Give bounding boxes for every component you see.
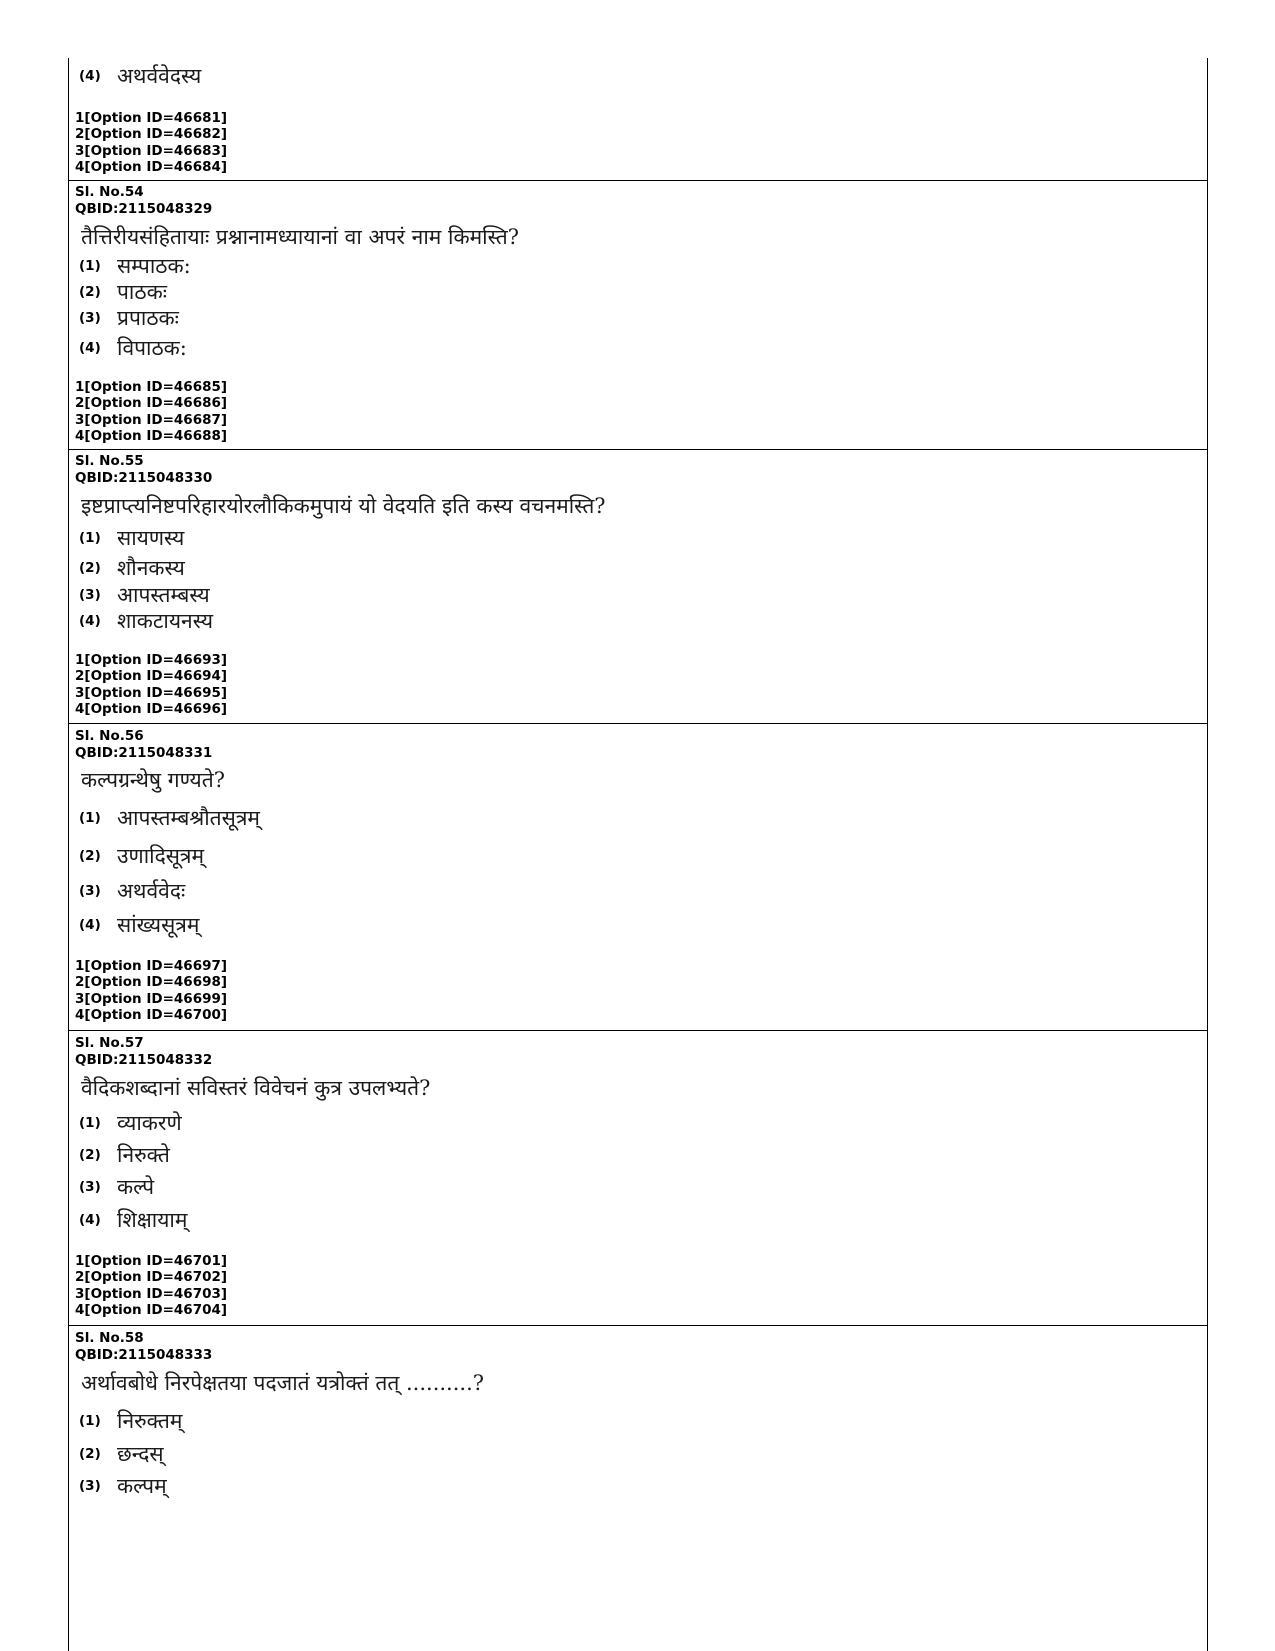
question-block-53-tail bbox=[69, 58, 1207, 181]
qbid: QBID:2115048330 bbox=[75, 470, 213, 486]
question-block-55 bbox=[69, 450, 1207, 724]
option-text: शाकटायनस्य bbox=[117, 609, 214, 633]
option-id: 3[Option ID=46699] bbox=[75, 990, 228, 1007]
option-id: 1[Option ID=46697] bbox=[75, 958, 228, 974]
option-id: 1[Option ID=46693] bbox=[75, 652, 228, 668]
option-id: 4[Option ID=46696] bbox=[75, 700, 228, 717]
option-id: 4[Option ID=46704] bbox=[75, 1301, 228, 1318]
option-2 bbox=[79, 1440, 164, 1468]
option-id-list bbox=[75, 958, 227, 1023]
question-paper-page bbox=[68, 58, 1208, 1651]
question-block-56 bbox=[69, 724, 1207, 1031]
option-3 bbox=[79, 1173, 154, 1201]
option-2 bbox=[79, 1141, 170, 1169]
option-id: 3[Option ID=46683] bbox=[75, 142, 228, 159]
option-id: 4[Option ID=46684] bbox=[75, 158, 228, 175]
option-number: (1) bbox=[79, 1115, 101, 1131]
option-number: (4) bbox=[79, 613, 101, 629]
option-1 bbox=[79, 1109, 182, 1137]
option-3 bbox=[79, 1472, 167, 1500]
option-text: शिक्षायाम् bbox=[117, 1208, 188, 1232]
option-text: सम्पाठक: bbox=[117, 254, 191, 278]
option-number: (1) bbox=[79, 530, 101, 546]
question-block-54 bbox=[69, 181, 1207, 450]
option-number: (2) bbox=[79, 848, 101, 864]
option-number: (4) bbox=[79, 1212, 101, 1228]
serial-number: Sl. No.54 bbox=[75, 184, 144, 200]
option-number: (3) bbox=[79, 1478, 101, 1494]
option-2 bbox=[79, 278, 167, 306]
option-id-list bbox=[75, 110, 227, 175]
option-3 bbox=[79, 581, 210, 609]
option-3 bbox=[79, 877, 185, 905]
question-text: तैत्तिरीयसंहितायाः प्रश्नानामध्यायानां वा अपरं नाम किमस्ति? bbox=[81, 225, 519, 249]
option-4 bbox=[79, 334, 187, 362]
option-text: विपाठक: bbox=[117, 336, 187, 360]
option-number: (3) bbox=[79, 883, 101, 899]
option-number: (4) bbox=[79, 340, 101, 356]
option-id: 3[Option ID=46695] bbox=[75, 684, 228, 701]
option-id-list bbox=[75, 652, 227, 717]
option-number: (1) bbox=[79, 1413, 101, 1429]
option-number: (4) bbox=[79, 917, 101, 933]
qbid: QBID:2115048329 bbox=[75, 201, 213, 217]
option-text: कल्पे bbox=[117, 1175, 155, 1199]
question-block-57 bbox=[69, 1031, 1207, 1326]
option-3 bbox=[79, 304, 179, 332]
option-1 bbox=[79, 524, 184, 552]
option-id: 2[Option ID=46702] bbox=[75, 1269, 228, 1286]
option-id: 2[Option ID=46698] bbox=[75, 974, 228, 991]
option-text: निरुक्तम् bbox=[117, 1409, 183, 1433]
option-number: (2) bbox=[79, 560, 101, 576]
option-text: आपस्तम्बस्य bbox=[117, 583, 210, 607]
option-text: उणादिसूत्रम् bbox=[117, 844, 205, 868]
option-text: छन्दस् bbox=[117, 1442, 164, 1466]
option-number: (2) bbox=[79, 1147, 101, 1163]
serial-number: Sl. No.56 bbox=[75, 728, 144, 744]
option-2 bbox=[79, 554, 185, 582]
option-text: निरुक्ते bbox=[117, 1143, 170, 1167]
option-number: (3) bbox=[79, 587, 101, 603]
serial-number: Sl. No.58 bbox=[75, 1330, 144, 1346]
option-text: कल्पम् bbox=[117, 1474, 167, 1498]
option-text: शौनकस्य bbox=[117, 556, 185, 580]
serial-number: Sl. No.55 bbox=[75, 453, 144, 469]
option-text: प्रपाठकः bbox=[117, 306, 179, 330]
option-4 bbox=[79, 1206, 187, 1234]
question-block-58 bbox=[69, 1326, 1207, 1646]
option-number: (3) bbox=[79, 1179, 101, 1195]
option-text: सांख्यसूत्रम् bbox=[117, 913, 200, 937]
option-4 bbox=[79, 911, 199, 939]
option-1 bbox=[79, 804, 260, 832]
option-text: अथर्ववेदस्य bbox=[117, 64, 202, 88]
option-text: व्याकरणे bbox=[117, 1111, 182, 1135]
option-1 bbox=[79, 252, 191, 280]
option-id: 3[Option ID=46687] bbox=[75, 411, 228, 428]
qbid: QBID:2115048332 bbox=[75, 1052, 213, 1068]
option-text: आपस्तम्बश्रौतसूत्रम् bbox=[117, 806, 260, 830]
question-text: अर्थावबोधे निरपेक्षतया पदजातं यत्रोक्तं तत् ..........? bbox=[81, 1371, 485, 1395]
question-text: कल्पग्रन्थेषु गण्यते? bbox=[81, 768, 225, 792]
option-number: (2) bbox=[79, 284, 101, 300]
option-text: पाठकः bbox=[117, 280, 167, 304]
option-1 bbox=[79, 1407, 182, 1435]
option-4 bbox=[79, 607, 213, 635]
option-id: 2[Option ID=46686] bbox=[75, 395, 228, 412]
option-id-list bbox=[75, 379, 227, 444]
option-id: 2[Option ID=46682] bbox=[75, 126, 228, 143]
option-2 bbox=[79, 842, 204, 870]
option-number: (3) bbox=[79, 310, 101, 326]
option-id: 1[Option ID=46681] bbox=[75, 110, 228, 126]
option-id: 3[Option ID=46703] bbox=[75, 1285, 228, 1302]
option-id-list bbox=[75, 1253, 227, 1318]
option-text: सायणस्य bbox=[117, 526, 185, 550]
option-id: 1[Option ID=46701] bbox=[75, 1253, 228, 1269]
serial-number: Sl. No.57 bbox=[75, 1035, 144, 1051]
option-number: (2) bbox=[79, 1446, 101, 1462]
option-4 bbox=[79, 62, 201, 90]
question-text: इष्टप्राप्त्यनिष्टपरिहारयोरलौकिकमुपायं यो वेदयति इति कस्य वचनमस्ति? bbox=[81, 494, 606, 518]
option-id: 2[Option ID=46694] bbox=[75, 668, 228, 685]
option-id: 4[Option ID=46688] bbox=[75, 427, 228, 444]
qbid: QBID:2115048331 bbox=[75, 745, 213, 761]
option-text: अथर्ववेदः bbox=[117, 879, 186, 903]
option-id: 4[Option ID=46700] bbox=[75, 1006, 228, 1023]
question-text: वैदिकशब्दानां सविस्तरं विवेचनं कुत्र उपलभ्यते? bbox=[81, 1076, 431, 1100]
option-number: (4) bbox=[79, 68, 101, 84]
option-number: (1) bbox=[79, 258, 101, 274]
option-id: 1[Option ID=46685] bbox=[75, 379, 228, 395]
option-number: (1) bbox=[79, 810, 101, 826]
qbid: QBID:2115048333 bbox=[75, 1347, 213, 1363]
